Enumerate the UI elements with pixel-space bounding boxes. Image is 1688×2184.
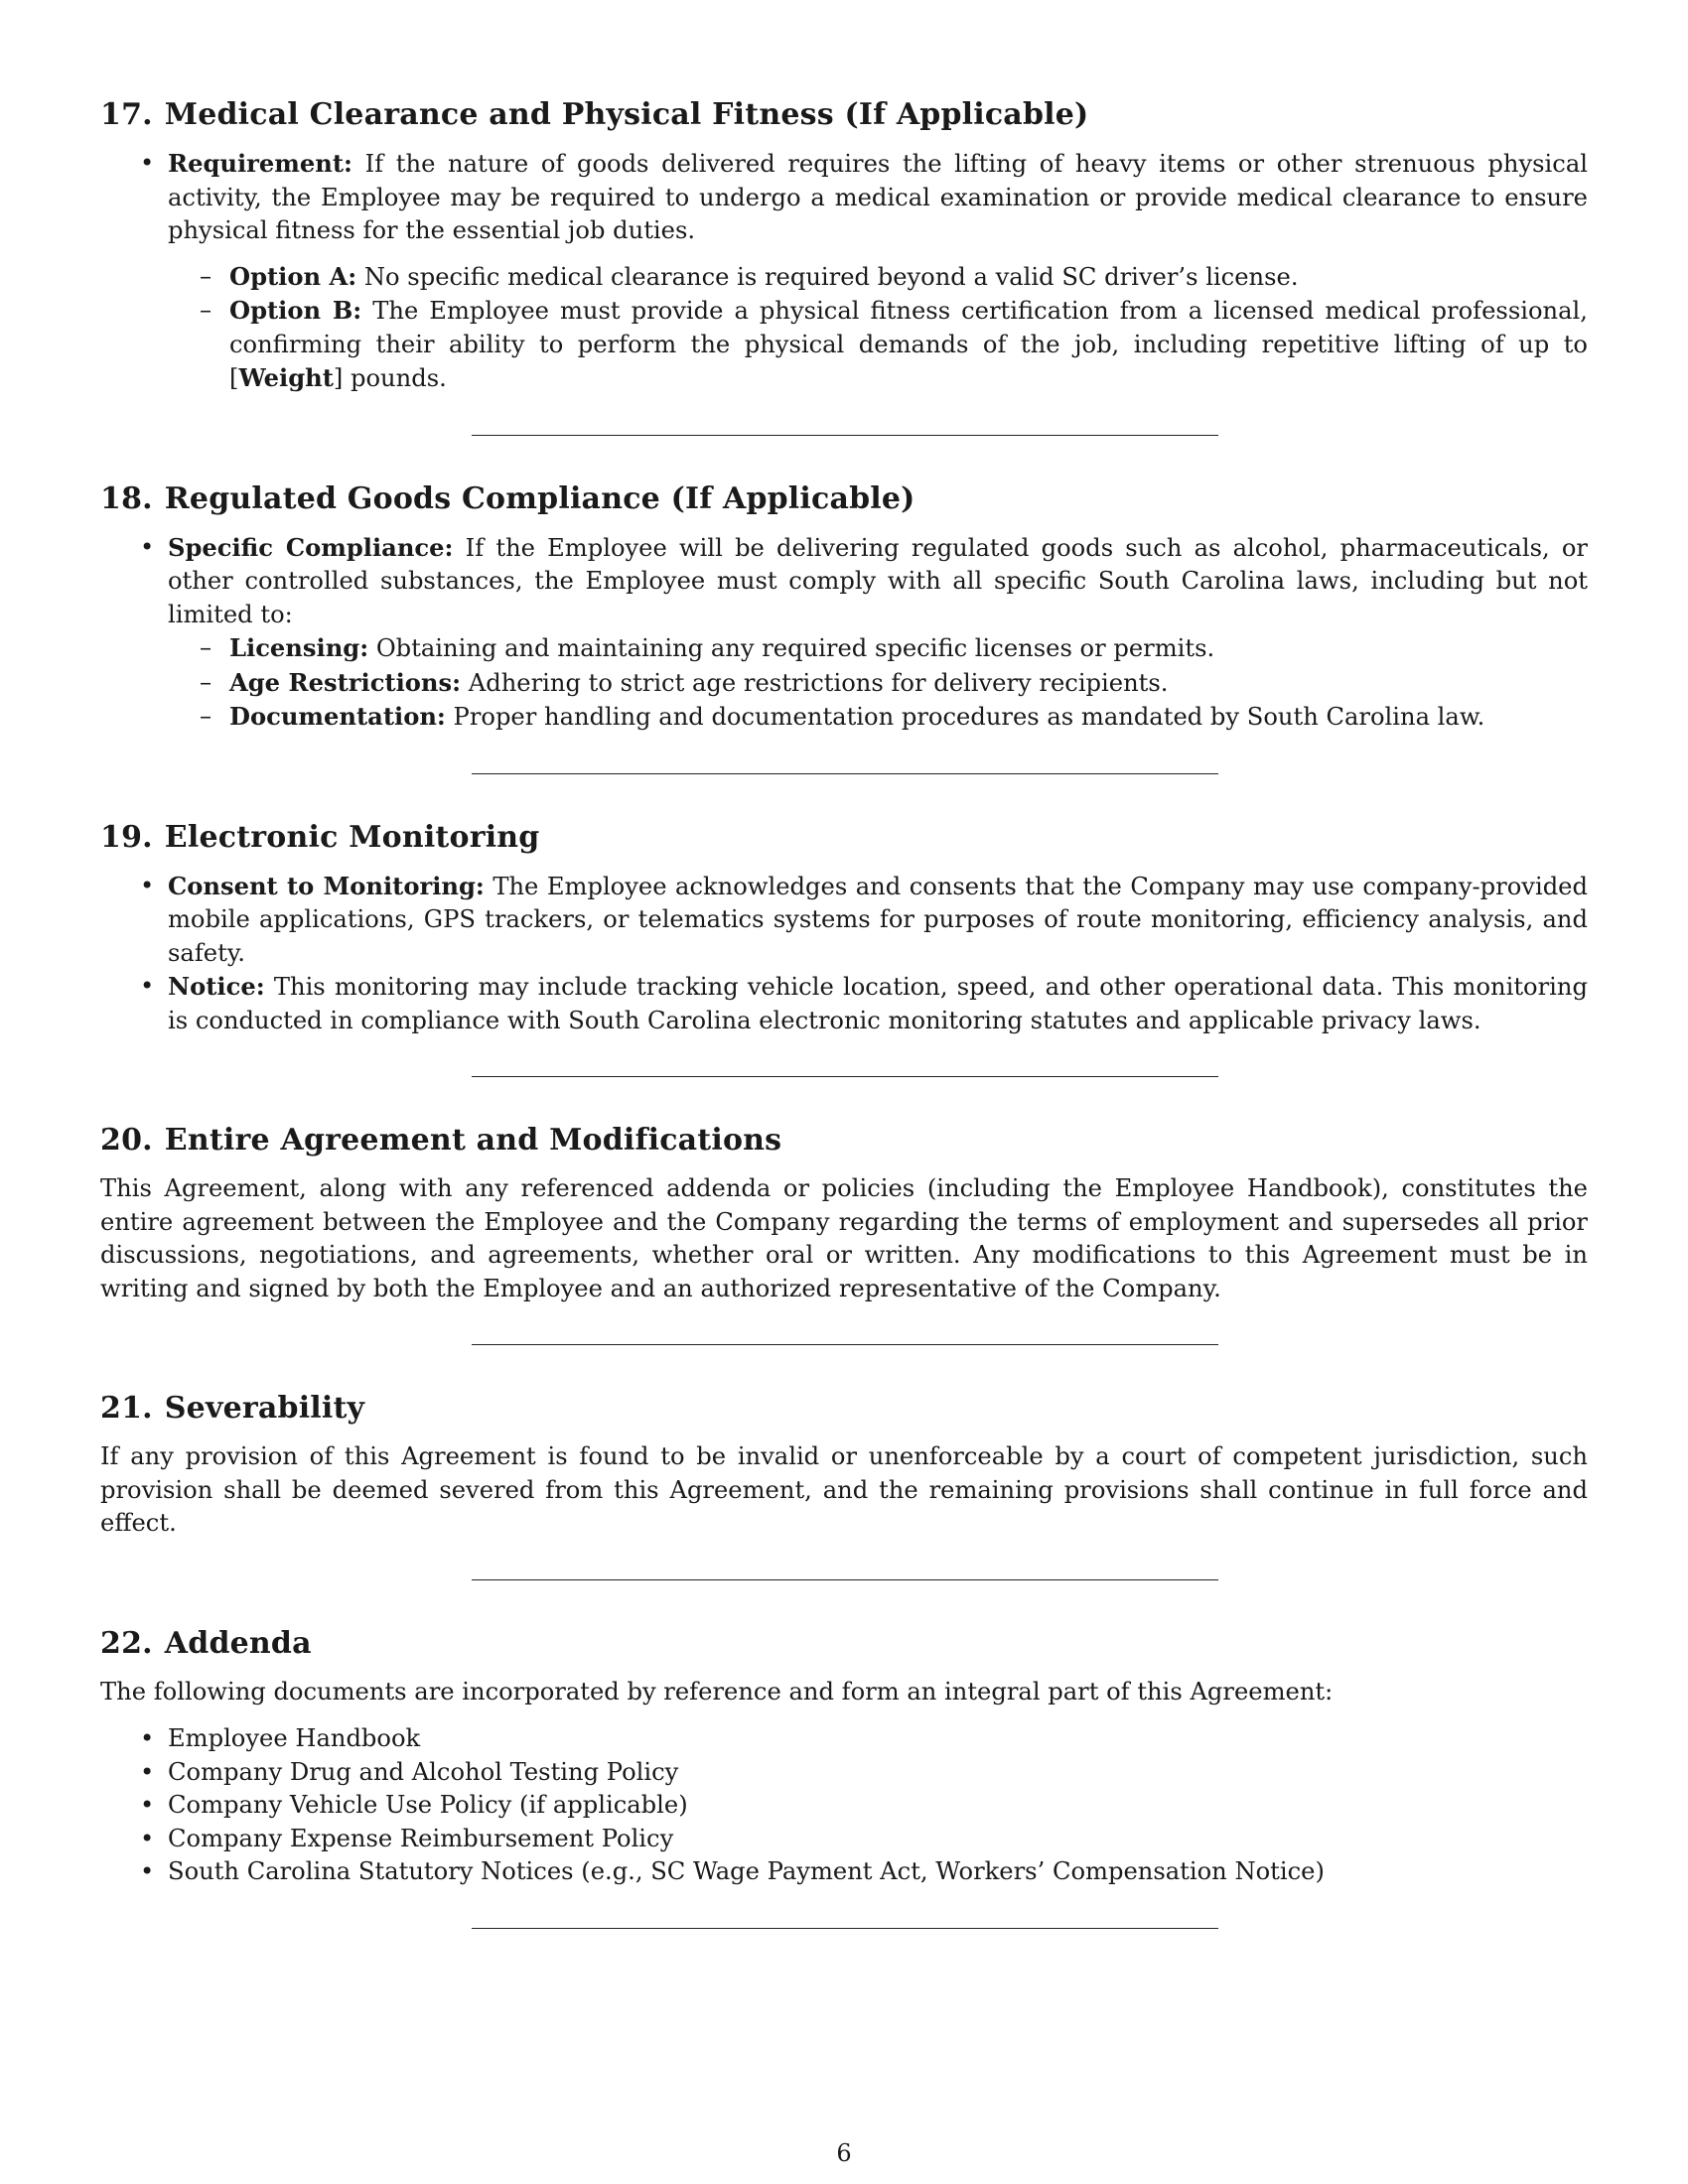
list-item: • Company Expense Reimbursement Policy	[168, 1823, 1588, 1856]
section-heading: Medical Clearance and Physical Fitness (If Applicable)	[164, 97, 1089, 132]
item-label: Documentation:	[229, 702, 446, 731]
addenda-list	[100, 1722, 1588, 1889]
section-title	[100, 818, 1588, 858]
section-number: 18.	[100, 480, 153, 516]
bullet-list	[100, 870, 1588, 1038]
list-item-notice	[168, 970, 1588, 1037]
list-item: • South Carolina Statutory Notices (e.g., SC Wage Payment Act, Workers’ Compensation Notice)	[168, 1855, 1588, 1889]
section-number: 17.	[100, 97, 153, 132]
section-title	[100, 95, 1588, 135]
section-body: This Agreement, along with any referenced addenda or policies (including the Employee Handbook), constitutes the entire agreement between the Employee and the Company regarding the terms of employment and supersedes all prior discussions, negotiations, and agreements, whether oral or written. Any modifications to this Agreement must be in writing and signed by both the Employee and an authorized representative of the Company.	[100, 1174, 1588, 1302]
item-text: Obtaining and maintaining any required specific licenses or permits.	[375, 634, 1215, 662]
section-21	[100, 1389, 1588, 1541]
list-item: • Company Drug and Alcohol Testing Policy	[168, 1756, 1588, 1790]
item-label: Option B:	[229, 296, 362, 325]
item-label: Requirement:	[168, 149, 352, 178]
item-text-end: ] pounds.	[333, 364, 447, 392]
list-item-licensing	[229, 631, 1588, 666]
list-item-option-b	[229, 294, 1588, 396]
placeholder-weight: Weight	[238, 363, 334, 392]
section-title	[100, 1389, 1588, 1429]
section-22	[100, 1624, 1588, 1889]
section-number: 20.	[100, 1123, 153, 1158]
section-19	[100, 818, 1588, 1038]
sub-list	[168, 631, 1588, 735]
section-heading: Addenda	[164, 1625, 312, 1661]
section-20	[100, 1121, 1588, 1305]
item-text: If the Employee will be delivering regulated goods such as alcohol, pharmaceuticals, or other controlled substances, the Employee must comply with all specific South Carolina laws, including but not limited to:	[168, 533, 1588, 628]
section-divider	[472, 1344, 1218, 1345]
section-17	[100, 95, 1588, 396]
section-heading: Electronic Monitoring	[164, 819, 540, 855]
list-item: • Employee Handbook	[168, 1722, 1588, 1756]
item-label: Consent to Monitoring:	[168, 871, 485, 900]
section-18	[100, 479, 1588, 735]
section-body: If any provision of this Agreement is found to be invalid or unenforceable by a court of competent jurisdiction, such provision shall be deemed severed from this Agreement, and the remaining provisions shall continue in full force and effect.	[100, 1442, 1588, 1537]
item-text: The Employee must provide a physical fitness certification from a licensed medical professional, confirming their ability to perform the physical demands of the job, including repetitive lifting of up to [	[229, 297, 1588, 392]
item-label: Licensing:	[229, 633, 369, 662]
section-number: 22.	[100, 1625, 153, 1661]
item-label: Option A:	[229, 261, 357, 291]
item-text: If the nature of goods delivered requires the lifting of heavy items or other strenuous physical activity, the Employee may be required to undergo a medical examination or provide medical clearance to ensure physical fitness for the essential job duties.	[168, 150, 1588, 244]
section-intro: The following documents are incorporated by reference and form an integral part of this Agreement:	[100, 1677, 1334, 1706]
section-divider	[472, 773, 1218, 774]
section-divider	[472, 1076, 1218, 1077]
item-text: This monitoring may include tracking vehicle location, speed, and other operational data. This monitoring is conducted in compliance with South Carolina electronic monitoring statutes and applicable privacy laws.	[168, 973, 1588, 1034]
section-heading: Entire Agreement and Modifications	[164, 1123, 782, 1158]
item-label: Age Restrictions:	[229, 667, 462, 697]
document-page	[100, 95, 1588, 1929]
list-item-requirement	[168, 147, 1588, 396]
section-divider	[472, 1579, 1218, 1580]
list-item-documentation	[229, 700, 1588, 735]
section-title	[100, 1121, 1588, 1160]
bullet-list	[100, 147, 1588, 396]
section-divider	[472, 435, 1218, 436]
list-item-option-a	[229, 260, 1588, 295]
section-heading: Regulated Goods Compliance (If Applicable)	[164, 480, 915, 516]
item-text: The Employee acknowledges and consents that the Company may use company-provided mobile applications, GPS trackers, or telematics systems for purposes of route monitoring, efficiency analysis, and safety.	[168, 872, 1588, 967]
list-item: • Company Vehicle Use Policy (if applicable)	[168, 1789, 1588, 1823]
section-number: 21.	[100, 1391, 153, 1426]
section-number: 19.	[100, 819, 153, 855]
item-text: Proper handling and documentation procedures as mandated by South Carolina law.	[453, 703, 1485, 731]
sub-list	[168, 260, 1588, 396]
section-title	[100, 1624, 1588, 1664]
section-divider	[472, 1928, 1218, 1929]
item-text: No specific medical clearance is required beyond a valid SC driver’s license.	[363, 262, 1299, 291]
section-title	[100, 479, 1588, 519]
item-label: Notice:	[168, 972, 265, 1001]
list-item-specific-compliance	[168, 531, 1588, 735]
bullet-list	[100, 531, 1588, 735]
section-heading: Severability	[164, 1391, 365, 1426]
list-item-consent	[168, 870, 1588, 971]
page-number: 6	[836, 2139, 852, 2167]
list-item-age-restrictions	[229, 666, 1588, 701]
item-label: Specific Compliance:	[168, 532, 454, 562]
item-text: Adhering to strict age restrictions for delivery recipients.	[468, 668, 1169, 697]
